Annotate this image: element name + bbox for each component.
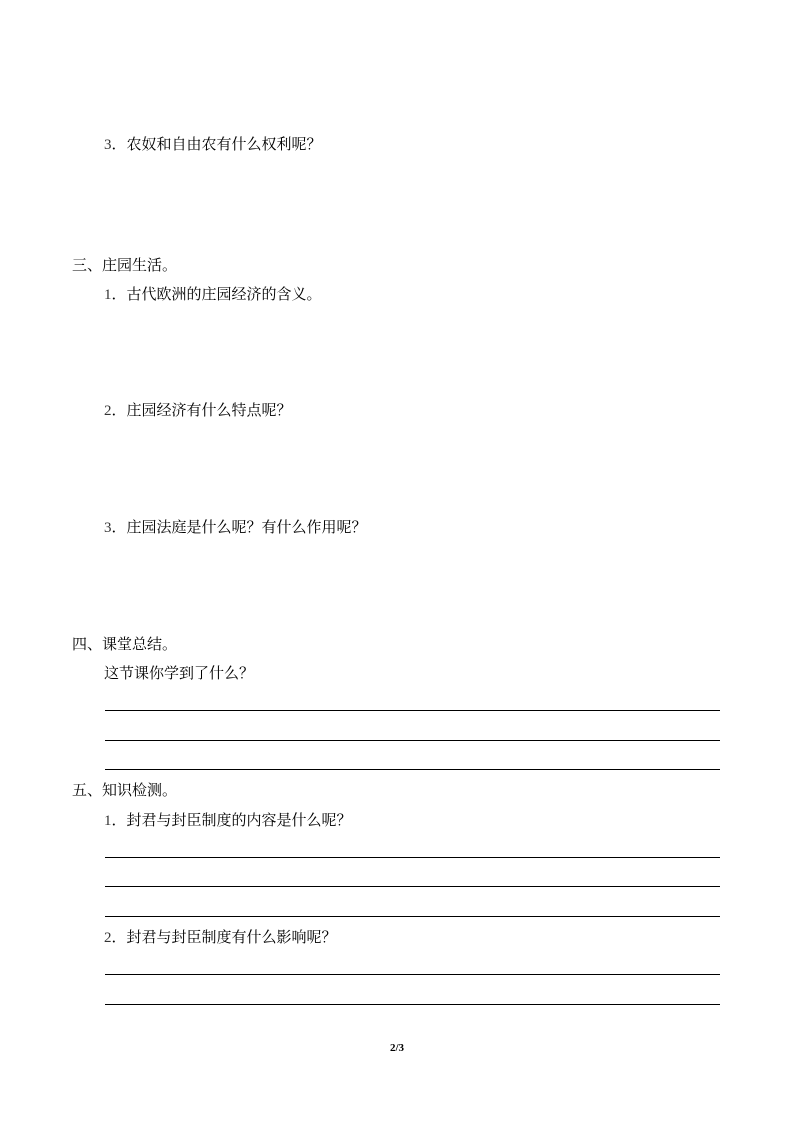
question-text: 封君与封臣制度有什么影响呢？ xyxy=(126,928,337,946)
answer-line xyxy=(105,857,720,858)
question-text: 封君与封臣制度的内容是什么呢？ xyxy=(126,811,352,829)
answer-line xyxy=(105,886,720,887)
question-text: 农奴和自由农有什么权利呢？ xyxy=(126,135,322,153)
answer-line xyxy=(105,740,720,741)
answer-line xyxy=(105,974,720,975)
question-3-1 xyxy=(104,284,322,305)
question-number: 1 xyxy=(104,287,112,303)
question-3-3 xyxy=(104,517,367,538)
question-number: 3 xyxy=(104,137,112,153)
question-separator: ． xyxy=(111,135,127,153)
question-text: 庄园法庭是什么呢？有什么作用呢？ xyxy=(126,518,367,536)
section-heading-5: 五、知识检测。 xyxy=(72,781,178,799)
question-5-2 xyxy=(104,927,337,948)
question-number: 1 xyxy=(104,813,112,829)
page-number: 2/3 xyxy=(389,1042,405,1054)
section-heading-4: 四、课堂总结。 xyxy=(72,635,178,653)
answer-line xyxy=(105,769,720,770)
question-number: 2 xyxy=(104,930,112,946)
question-text: 庄园经济有什么特点呢？ xyxy=(126,401,292,419)
question-number: 3 xyxy=(104,520,112,536)
answer-line xyxy=(105,916,720,917)
question-separator: ． xyxy=(111,928,127,946)
question-text: 古代欧洲的庄园经济的含义。 xyxy=(126,285,322,303)
question-separator: ． xyxy=(111,401,127,419)
summary-prompt: 这节课你学到了什么？ xyxy=(104,664,255,682)
question-separator: ． xyxy=(111,285,127,303)
question-2-3 xyxy=(104,134,322,155)
question-5-1 xyxy=(104,810,352,831)
answer-line xyxy=(105,710,720,711)
question-separator: ． xyxy=(111,811,127,829)
section-heading-3: 三、庄园生活。 xyxy=(72,256,178,274)
question-separator: ． xyxy=(111,518,127,536)
question-3-2 xyxy=(104,400,292,421)
answer-line xyxy=(105,1004,720,1005)
question-number: 2 xyxy=(104,403,112,419)
